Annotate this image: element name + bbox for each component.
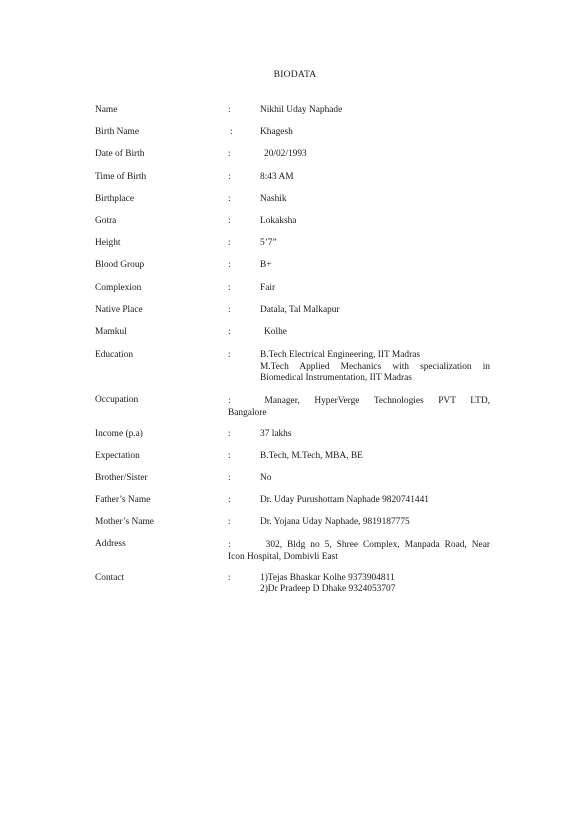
- education-line: Biomedical Instrumentation, IIT Madras: [260, 373, 412, 384]
- document-title: BIODATA: [273, 69, 317, 80]
- label-income: Income (p.a): [95, 429, 143, 439]
- colon: :: [228, 283, 231, 293]
- value-fathers-name: Dr. Uday Purushottam Naphade 9820741441: [260, 495, 429, 505]
- label-fathers-name: Father’s Name: [95, 495, 151, 505]
- colon: :: [228, 473, 231, 483]
- colon: :: [228, 495, 231, 505]
- colon: :: [228, 105, 231, 115]
- label-complexion: Complexion: [95, 283, 142, 293]
- label-birthplace: Birthplace: [95, 194, 135, 204]
- label-height: Height: [95, 238, 121, 248]
- occupation-line: Bangalore: [228, 408, 267, 418]
- value-mothers-name: Dr. Yojana Uday Naphade, 9819187775: [260, 517, 410, 527]
- value-birthplace: Nashik: [260, 194, 287, 204]
- label-birth-name: Birth Name: [95, 127, 140, 137]
- label-date-of-birth: Date of Birth: [95, 149, 145, 159]
- colon: :: [228, 238, 231, 248]
- value-native-place: Datala, Tal Malkapur: [260, 305, 340, 315]
- colon: :: [230, 127, 233, 137]
- colon: :: [228, 517, 231, 527]
- colon: :: [228, 327, 231, 337]
- value-occupation: [228, 395, 490, 419]
- value-gotra: Lokaksha: [260, 216, 297, 226]
- colon: :: [228, 573, 231, 583]
- label-education: Education: [95, 350, 134, 360]
- contact-line: 1)Tejas Bhaskar Kolhe 9373904811: [260, 573, 395, 583]
- label-brother-sister: Brother/Sister: [95, 473, 148, 483]
- value-education: [260, 350, 490, 385]
- value-mamkul: Kolhe: [264, 327, 287, 337]
- colon: :: [228, 149, 231, 159]
- colon: :: [228, 429, 231, 439]
- colon: :: [228, 451, 231, 461]
- label-time-of-birth: Time of Birth: [95, 172, 147, 182]
- label-occupation: Occupation: [95, 395, 139, 405]
- value-name: Nikhil Uday Naphade: [260, 105, 343, 115]
- label-native-place: Native Place: [95, 305, 143, 315]
- label-address: Address: [95, 539, 126, 549]
- label-expectation: Expectation: [95, 451, 140, 461]
- label-mothers-name: Mother’s Name: [95, 517, 154, 527]
- colon: :: [228, 194, 231, 204]
- value-brother-sister: No: [260, 473, 272, 483]
- value-blood-group: B+: [260, 260, 272, 270]
- education-line: M.Tech Applied Mechanics with specialization in: [260, 361, 490, 372]
- colon: :: [228, 216, 231, 226]
- colon: :: [228, 260, 231, 270]
- value-contact: [260, 573, 490, 594]
- label-contact: Contact: [95, 573, 125, 583]
- address-line: : 302, Bldg no 5, Shree Complex, Manpada Road, Near: [228, 540, 490, 550]
- address-line: Icon Hospital, Dombivli East: [228, 552, 338, 562]
- colon: :: [228, 172, 231, 182]
- value-date-of-birth: 20/02/1993: [264, 149, 307, 159]
- value-income: 37 lakhs: [260, 429, 292, 439]
- label-mamkul: Mamkul: [95, 327, 127, 337]
- colon: :: [228, 305, 231, 315]
- label-blood-group: Blood Group: [95, 260, 145, 270]
- label-gotra: Gotra: [95, 216, 117, 226]
- value-address: [228, 539, 490, 563]
- contact-line: 2)Dr Pradeep D Dhake 9324053707: [260, 583, 396, 594]
- value-expectation: B.Tech, M.Tech, MBA, BE: [260, 451, 363, 461]
- value-complexion: Fair: [260, 283, 276, 293]
- education-line: B.Tech Electrical Engineering, IIT Madras: [260, 350, 421, 360]
- label-name: Name: [95, 105, 118, 115]
- colon: :: [228, 350, 231, 360]
- occupation-line: : Manager, HyperVerge Technologies PVT LTD,: [228, 396, 490, 406]
- value-birth-name: Khagesh: [260, 127, 293, 137]
- value-height: 5’7”: [260, 238, 277, 248]
- value-time-of-birth: 8:43 AM: [260, 172, 294, 182]
